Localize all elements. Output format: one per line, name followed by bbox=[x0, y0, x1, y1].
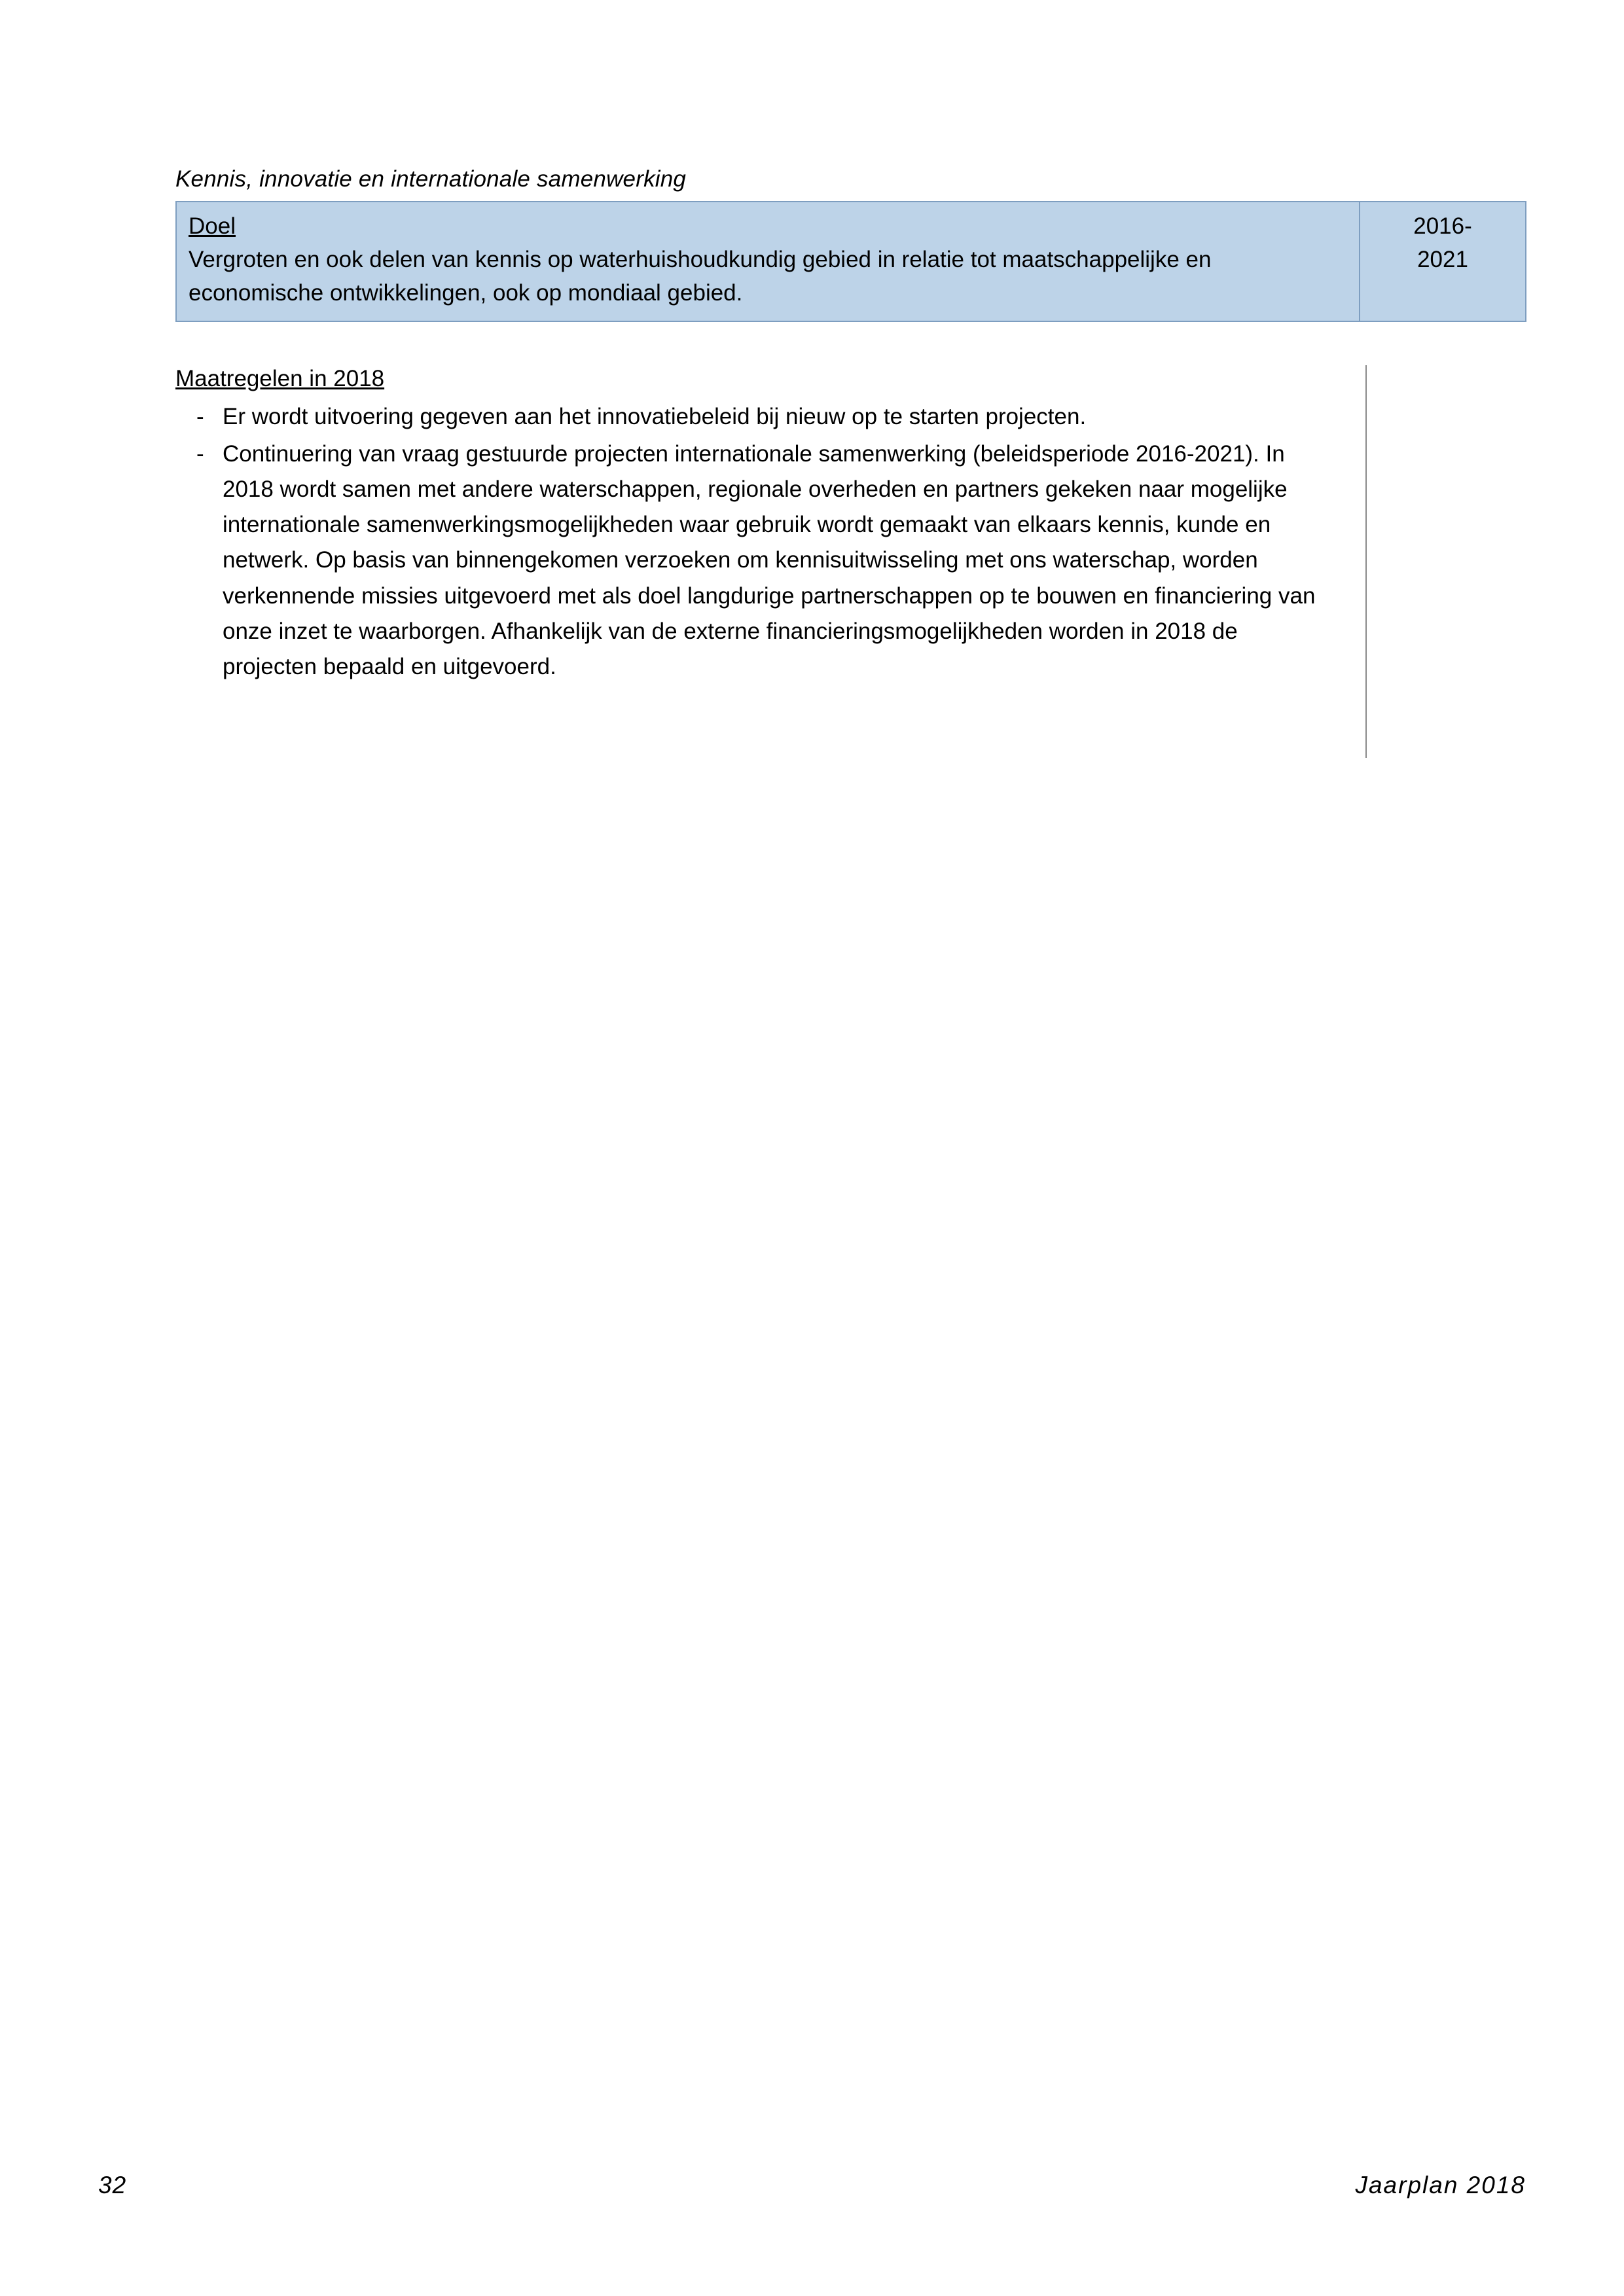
table-row bbox=[176, 202, 1526, 321]
list-item bbox=[175, 399, 1335, 435]
measures-title: Maatregelen in 2018 bbox=[175, 365, 385, 391]
goal-period-start: 2016- bbox=[1413, 213, 1472, 240]
bullet-marker: - bbox=[196, 404, 204, 430]
measures-list bbox=[175, 399, 1367, 685]
list-item-text: Er wordt uitvoering gegeven aan het innovatiebeleid bij nieuw op te starten projecten. bbox=[223, 404, 1087, 430]
list-item bbox=[175, 437, 1335, 685]
goal-period-end: 2021 bbox=[1417, 247, 1468, 272]
list-item-text: Continuering van vraag gestuurde projecten internationale samenwerking (beleidsperiode 2016-2021). In 2018 wordt samen met andere waterschappen, regionale overheden en partners gekeken naar mogelijke internationale samenwerkingsmogelijkheden waar gebruik wordt gemaakt van elkaars kennis, kunde en netwerk. Op basis van binnengekomen verzoeken om kennisuitwisseling met ons waterschap, worden verkennende missies uitgevoerd met als doel langdurige partnerschappen op te bouwen en financiering van onze inzet te waarborgen. Afhankelijk van de externe financieringsmogelijkheden worden in 2018 de projecten bepaald en uitgevoerd. bbox=[223, 440, 1316, 679]
page-number: 32 bbox=[98, 2172, 127, 2198]
goal-table bbox=[175, 201, 1526, 321]
goal-cell bbox=[176, 202, 1360, 321]
goal-text: Vergroten en ook delen van kennis op waterhuishoudkundig gebied in relatie tot maatschappelijke en economische ontwikkelingen, ook op mondiaal gebied. bbox=[189, 247, 1212, 306]
footer-document-title: Jaarplan 2018 bbox=[1355, 2172, 1526, 2198]
section-heading: Kennis, innovatie en internationale samenwerking bbox=[175, 166, 687, 192]
vertical-divider bbox=[1365, 365, 1367, 758]
page-content bbox=[175, 164, 1478, 686]
goal-label: Doel bbox=[189, 213, 236, 240]
page-footer bbox=[98, 2172, 1526, 2199]
goal-period-cell bbox=[1360, 202, 1526, 321]
bullet-marker: - bbox=[196, 440, 204, 467]
measures-block bbox=[175, 363, 1367, 685]
